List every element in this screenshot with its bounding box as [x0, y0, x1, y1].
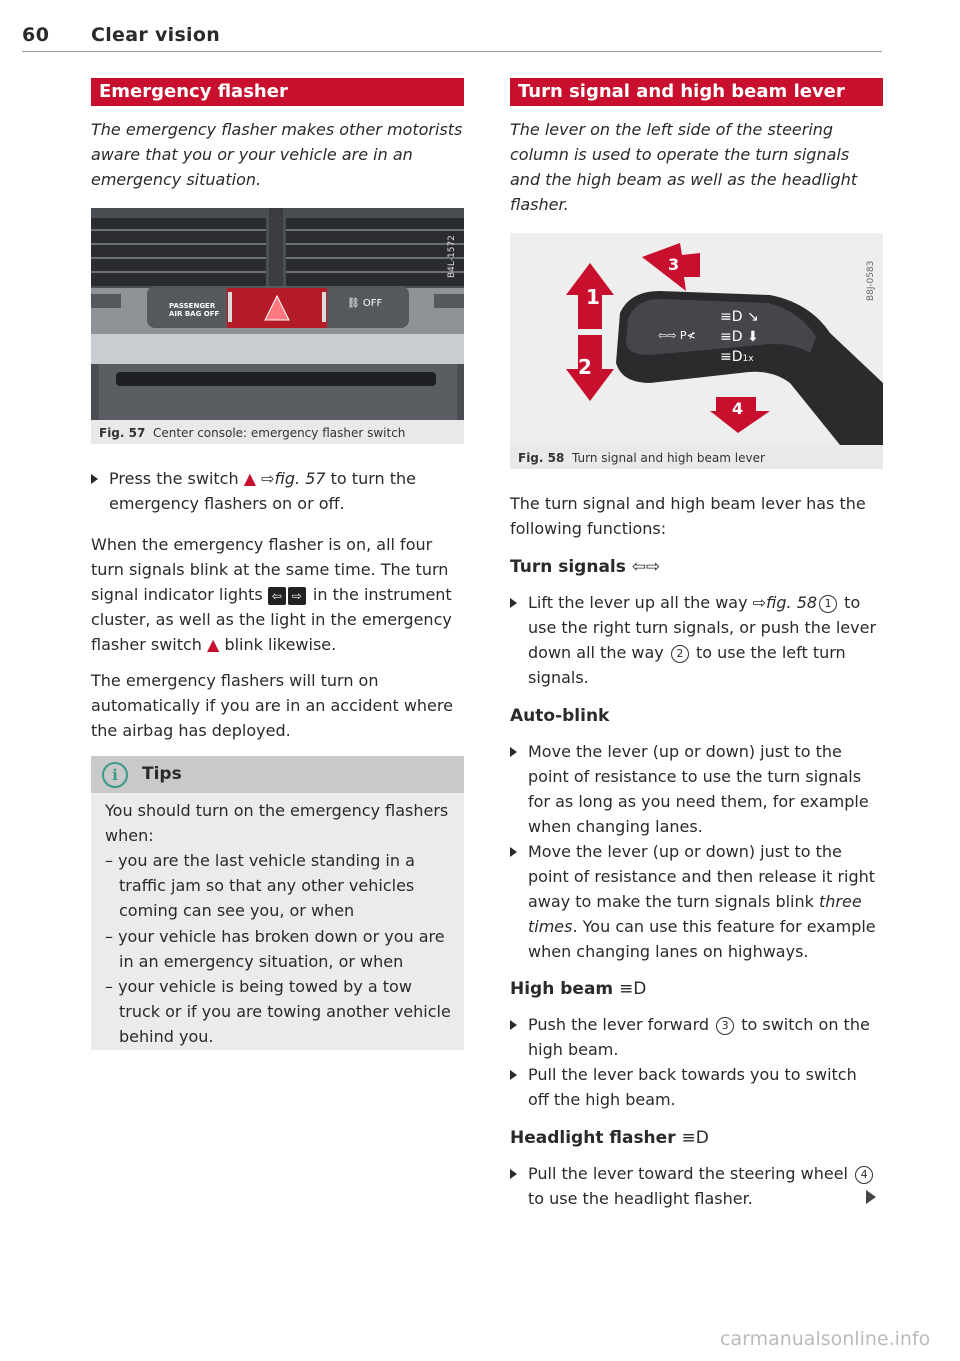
tips-item-breakdown: – your vehicle has broken down or you are in an emergency situation, or when — [105, 927, 445, 971]
flasher-once-icon: ≡D1x — [720, 349, 754, 365]
bullet-arrow-icon — [510, 847, 517, 857]
figure-57-number: Fig. 57 — [99, 426, 146, 440]
bullet-text: Move the lever (up or down) just to the point of resistance and then release it right away to make the turn signals blink — [528, 842, 876, 911]
bullet-text-end: to switch on the high beam. — [528, 1015, 870, 1059]
callout-4-icon: 4 — [855, 1166, 873, 1184]
bullet-text: Push the lever forward — [528, 1015, 710, 1034]
bullet-arrow-icon — [510, 747, 517, 757]
paragraph-text-middle: in the instrument cluster, as well as the light in the emergency flasher switch — [91, 585, 452, 654]
intro-turn-signal: The lever on the left side of the steering column is used to operate the turn signals and the high beam as well as the headlight flasher. — [510, 120, 858, 214]
bullet-auto-blink-2 — [510, 839, 882, 964]
info-icon: i — [102, 762, 128, 788]
figure-58-caption — [518, 451, 765, 465]
figure-57-caption — [99, 426, 405, 440]
passenger-airbag-label — [169, 302, 219, 318]
warning-triangle-icon: ▲ — [207, 635, 220, 654]
headlight-flasher-icon: ≡D — [681, 1128, 709, 1148]
bullet-turn-signals — [510, 590, 882, 690]
figure-57-code-text: B4L-1572 — [447, 235, 457, 278]
paragraph-auto-on: The emergency flashers will turn on automatically if you are in an accident where the airbag has deployed. — [91, 671, 453, 740]
arrow-label-2: 2 — [578, 355, 592, 379]
right-turn-indicator-icon: ⇨ — [288, 587, 306, 605]
center-console-illustration — [91, 208, 464, 420]
bullet-text: Pull the lever back towards you to switch off the high beam. — [528, 1065, 857, 1109]
bullet-text-end: to turn the emergency flashers on or off. — [109, 469, 416, 513]
section-banner-turn-signal: Turn signal and high beam lever — [510, 78, 883, 106]
heading-turn-signals-text: Turn signals — [510, 557, 626, 577]
bullet-high-beam-off — [510, 1062, 882, 1112]
bullet-text: Lift the lever up all the way — [528, 593, 748, 612]
callout-1-icon: 1 — [819, 595, 837, 613]
tips-lead: You should turn on the emergency flashers when: — [105, 801, 449, 845]
headlight-flasher-icon: ≡D ⬇ — [720, 329, 759, 345]
heading-headlight-flasher — [510, 1128, 709, 1148]
bullet-text-end: to use the left turn signals. — [528, 643, 846, 687]
stalk-symbols-text: ⇦⇨ P≮ — [658, 329, 696, 342]
airbag-off-text: OFF — [362, 298, 383, 309]
watermark: carmanualsonline.info — [720, 1328, 931, 1350]
bullet-arrow-icon — [91, 474, 98, 484]
page-number: 60 — [22, 24, 50, 46]
header-divider — [22, 51, 882, 52]
seat-airbag-icon: ⛓ — [347, 298, 363, 309]
figure-58-caption-text: Turn signal and high beam lever — [571, 451, 765, 465]
arrow-label-1: 1 — [586, 285, 600, 309]
callout-2-icon: 2 — [671, 645, 689, 663]
turn-signal-arrows-icon: ⇦⇨ — [631, 557, 661, 577]
bullet-arrow-icon — [510, 598, 517, 608]
airbag-off-indicator — [347, 298, 382, 309]
intro-emergency-flasher: The emergency flasher makes other motorists aware that you or your vehicle are in an emergency situation. — [91, 120, 463, 189]
high-beam-icon: ≡D ↘ — [720, 309, 759, 325]
callout-3-icon: 3 — [716, 1017, 734, 1035]
passenger-airbag-label-line1: PASSENGER — [169, 302, 216, 310]
flasher-once-subtext: 1x — [742, 354, 754, 364]
bullet-text: Pull the lever toward the steering wheel — [528, 1164, 848, 1183]
heading-headlight-flasher-text: Headlight flasher — [510, 1128, 676, 1148]
bullet-text: Move the lever (up or down) just to the point of resistance to use the turn signals for as long as you need them, for example when changing lanes. — [528, 742, 869, 836]
tips-item-towing: – your vehicle is being towed by a tow truck or if you are towing another vehicle behind you. — [105, 977, 451, 1046]
turn-signal-lever-illustration — [510, 233, 883, 445]
figure-58-code-text: B8J-0583 — [866, 260, 876, 301]
figure-58-code — [866, 237, 880, 317]
tips-title: Tips — [142, 764, 182, 784]
figure-57 — [91, 208, 464, 444]
paragraph-text-end: blink likewise. — [224, 635, 337, 654]
left-turn-indicator-icon: ⇦ — [268, 587, 286, 605]
heading-turn-signals — [510, 557, 660, 577]
bullet-arrow-icon — [510, 1020, 517, 1030]
section-banner-emergency-flasher: Emergency flasher — [91, 78, 464, 106]
figure-reference[interactable]: fig. 57 — [274, 469, 326, 488]
warning-triangle-icon: ▲ — [243, 469, 257, 488]
figure-57-caption-text: Center console: emergency flasher switch — [152, 426, 406, 440]
figure-57-code — [447, 214, 461, 294]
bullet-text: Press the switch — [109, 469, 239, 488]
bullet-text-end: . You can use this feature for example when changing lanes on highways. — [528, 917, 876, 961]
figure-reference[interactable]: fig. 58 — [766, 593, 818, 612]
bullet-arrow-icon — [510, 1070, 517, 1080]
arrow-label-3: 3 — [668, 255, 680, 274]
chapter-title: Clear vision — [91, 24, 221, 46]
heading-high-beam — [510, 979, 646, 999]
high-beam-symbols — [720, 307, 759, 369]
tips-item-traffic-jam: – you are the last vehicle standing in a traffic jam so that any other vehicles coming can see you, or when — [105, 851, 415, 920]
reference-arrow-icon: ⇨ — [752, 593, 767, 612]
tips-header — [91, 756, 464, 793]
bullet-press-switch — [91, 466, 466, 516]
heading-auto-blink: Auto-blink — [510, 706, 610, 726]
bullet-auto-blink-1 — [510, 739, 882, 839]
high-beam-icon: ≡D — [619, 979, 647, 999]
reference-arrow-icon: ⇨ — [261, 469, 275, 488]
bullet-text-middle: to use the right turn signals, or push the lever down all the way — [528, 593, 877, 662]
bullet-headlight-flasher — [510, 1161, 882, 1211]
tips-box — [91, 756, 464, 1050]
passenger-airbag-label-line2: AIR BAG OFF — [169, 310, 220, 318]
bullet-arrow-icon — [510, 1169, 517, 1179]
bullet-text-end: to use the headlight flasher. — [528, 1189, 753, 1208]
figure-58 — [510, 233, 883, 469]
heading-high-beam-text: High beam — [510, 979, 614, 999]
paragraph-text: When the emergency flasher is on, all four turn signals blink at the same time. The turn signal indicator lights — [91, 535, 449, 604]
bullet-high-beam-on — [510, 1012, 882, 1062]
figure-58-number: Fig. 58 — [518, 451, 565, 465]
paragraph-turn-signals-blink — [91, 532, 463, 657]
continue-arrow-icon — [866, 1190, 876, 1204]
bullet-emphasis: three times — [528, 892, 862, 936]
arrow-label-4: 4 — [732, 399, 744, 418]
paragraph-lever-functions: The turn signal and high beam lever has the following functions: — [510, 494, 866, 538]
